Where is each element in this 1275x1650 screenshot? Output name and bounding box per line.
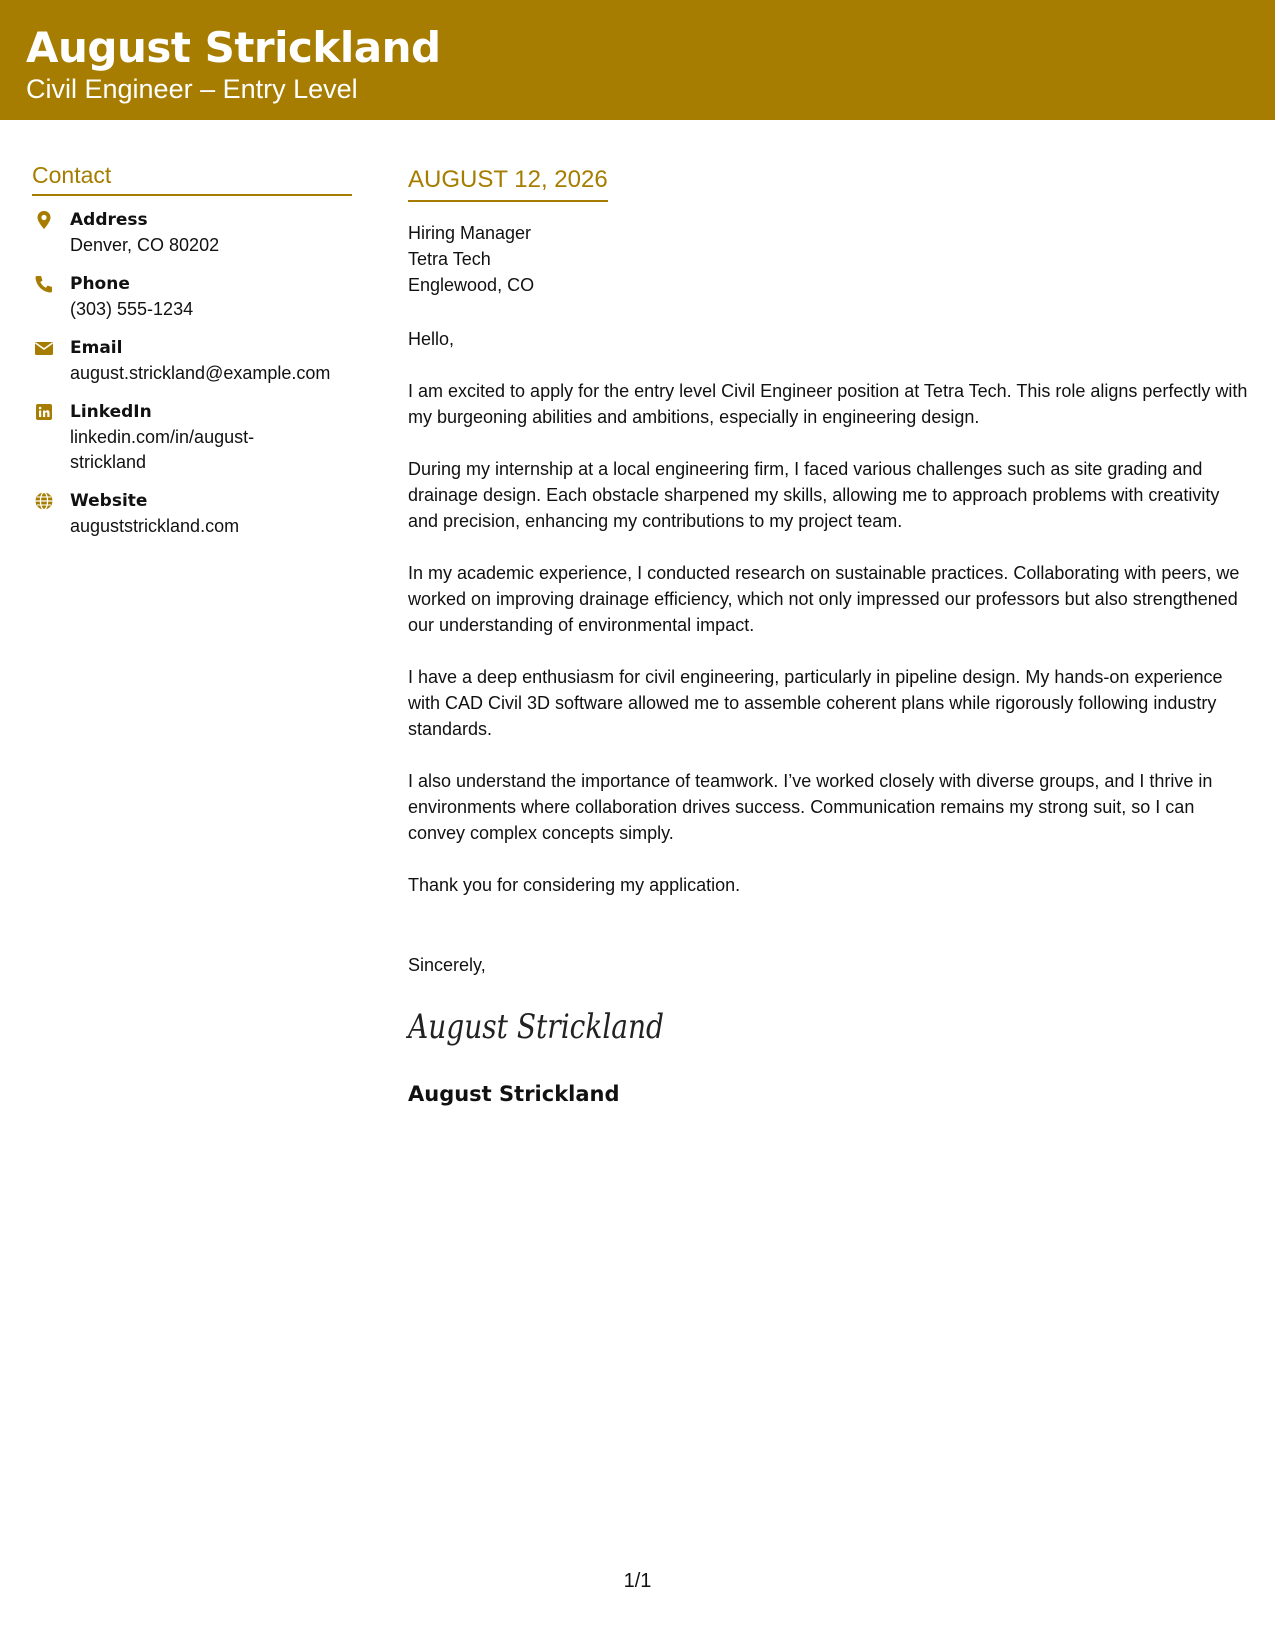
contact-label: Address [70, 210, 148, 230]
contact-value: august.strickland@example.com [70, 363, 331, 383]
applicant-role: Civil Engineer – Entry Level [26, 74, 358, 104]
signature-image [405, 1002, 668, 1052]
closing: Sincerely, [408, 955, 486, 975]
recipient-line: Englewood, CO [408, 275, 535, 295]
contact-label: Phone [70, 274, 130, 294]
contact-value: auguststrickland.com [70, 516, 240, 536]
contact-address [32, 208, 352, 258]
contact-value: (303) 555-1234 [70, 299, 194, 319]
letter-date: AUGUST 12, 2026 [408, 164, 608, 202]
phone-icon [34, 274, 54, 294]
page-number: 1/1 [623, 1570, 652, 1592]
contact-email [32, 336, 352, 386]
letter-paragraph: Thank you for considering my application. [408, 875, 741, 895]
contact-label: LinkedIn [70, 402, 152, 422]
recipient-line: Tetra Tech [408, 249, 491, 269]
header-banner [0, 0, 1275, 120]
contact-heading: Contact [32, 160, 352, 196]
letter-body [405, 164, 1253, 1109]
contact-label: Email [70, 338, 123, 358]
linkedin-icon [34, 402, 54, 422]
envelope-icon [34, 338, 54, 358]
letter-paragraph: I am excited to apply for the entry level Civil Engineer position at Tetra Tech. This role aligns perfectly with my burgeoning abilities and ambitions, especially in engineering design. [408, 381, 1248, 427]
applicant-name: August Strickland [26, 23, 441, 72]
contact-website [32, 489, 352, 539]
contact-sidebar [32, 160, 352, 553]
letter-paragraph: During my internship at a local engineering firm, I faced various challenges such as site grading and drainage design. Each obstacle sharpened my skills, allowing me to approach problems with creativity and precision, enhancing my contributions to my project team. [408, 459, 1220, 531]
letter-paragraph: I also understand the importance of teamwork. I’ve worked closely with diverse groups, and I thrive in environments where collaboration drives success. Communication remains my strong suit, so I can convey complex concepts simply. [408, 771, 1213, 843]
contact-phone [32, 272, 352, 322]
recipient-line: Hiring Manager [408, 223, 532, 243]
letter-paragraph: In my academic experience, I conducted research on sustainable practices. Collaborating with peers, we worked on improving drainage efficiency, which not only impressed our professors but also strengthened our understanding of environmental impact. [408, 563, 1240, 635]
globe-icon [34, 491, 54, 511]
contact-value: Denver, CO 80202 [70, 235, 220, 255]
signature-text: August Strickland [405, 1007, 664, 1047]
signer-name: August Strickland [408, 1082, 620, 1106]
contact-label: Website [70, 491, 148, 511]
contact-linkedin [32, 400, 352, 475]
recipient-block [408, 220, 1253, 298]
contact-value: linkedin.com/in/august-strickland [70, 427, 255, 472]
letter-paragraph: I have a deep enthusiasm for civil engineering, particularly in pipeline design. My hands-on experience with CAD Civil 3D software allowed me to assemble coherent plans while rigorously following industry standards. [408, 667, 1223, 739]
greeting: Hello, [408, 329, 455, 349]
map-pin-icon [34, 210, 54, 230]
